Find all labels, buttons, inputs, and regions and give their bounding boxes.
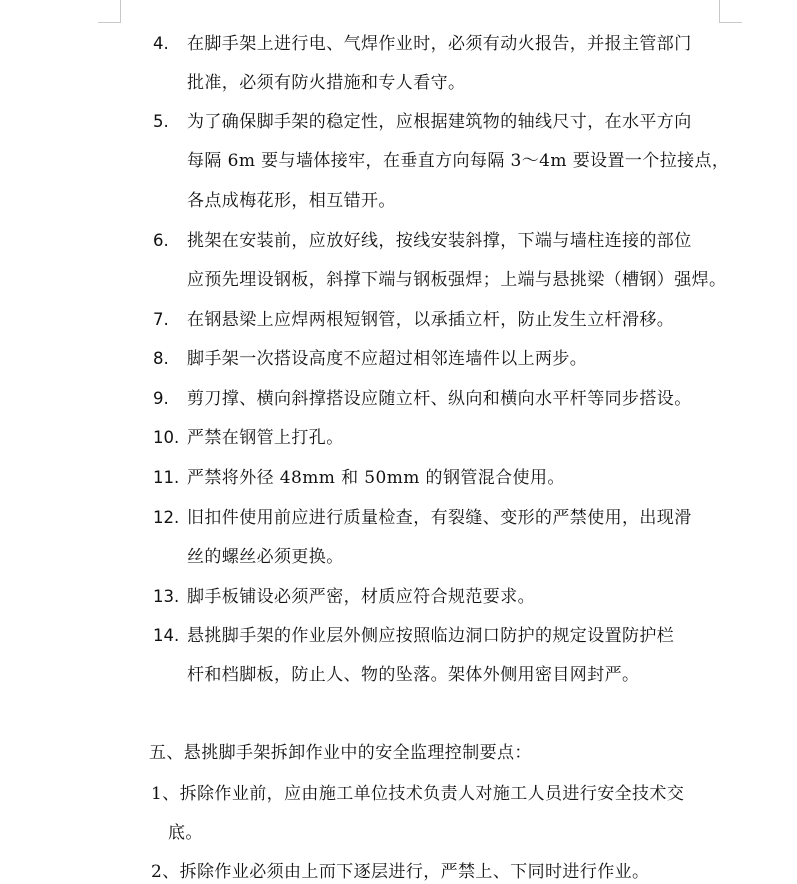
list-item-number: 10. <box>153 428 180 447</box>
list-item-text: 丝的螺丝必须更换。 <box>187 547 344 567</box>
list-item-text: 剪刀撑、横向斜撑搭设应随立杆、纵向和横向水平杆等同步搭设。 <box>187 389 692 409</box>
list-item-text: 严禁将外径 48mm 和 50mm 的钢管混合使用。 <box>187 468 565 488</box>
section-item-text: 底。 <box>168 823 203 843</box>
list-item-text: 每隔 6m 要与墙体接牢，在垂直方向每隔 3～4m 要设置一个拉接点， <box>187 151 730 171</box>
list-item-number: 5. <box>153 112 169 131</box>
list-item-text: 在钢悬梁上应焊两根短钢管，以承插立杆，防止发生立杆滑移。 <box>187 310 675 330</box>
list-item-text: 各点成梅花形，相互错开。 <box>187 191 396 211</box>
list-item-number: 8. <box>153 349 169 368</box>
section-heading: 五、悬挑脚手架拆卸作业中的安全监理控制要点： <box>149 743 532 763</box>
list-item-number: 14. <box>153 626 180 645</box>
list-item-text: 悬挑脚手架的作业层外侧应按照临边洞口防护的规定设置防护栏 <box>187 626 675 646</box>
list-item-text: 应预先埋设钢板，斜撑下端与钢板强焊；上端与悬挑梁（槽钢）强焊。 <box>187 270 727 290</box>
list-item-text: 旧扣件使用前应进行质量检查，有裂缝、变形的严禁使用，出现滑 <box>187 508 692 528</box>
list-item-text: 为了确保脚手架的稳定性，应根据建筑物的轴线尺寸，在水平方向 <box>187 112 692 132</box>
list-item-text: 在脚手架上进行电、气焊作业时，必须有动火报告，并报主管部门 <box>187 34 692 54</box>
list-item-number: 12. <box>153 508 180 527</box>
list-item-text: 严禁在钢管上打孔。 <box>187 428 344 448</box>
page-corner-mark-right <box>719 0 742 23</box>
list-item-number: 6. <box>153 231 169 250</box>
list-item-text: 杆和档脚板，防止人、物的坠落。架体外侧用密目网封严。 <box>187 665 640 685</box>
list-item-text: 脚手架一次搭设高度不应超过相邻连墙件以上两步。 <box>187 349 588 369</box>
list-item-number: 11. <box>153 468 180 487</box>
list-item-text: 挑架在安装前，应放好线，按线安装斜撑，下端与墙柱连接的部位 <box>187 231 692 251</box>
section-item-text: 2、拆除作业必须由上而下逐层进行，严禁上、下同时进行作业。 <box>151 862 650 882</box>
list-item-number: 7. <box>153 310 169 329</box>
list-item-number: 4. <box>153 34 169 53</box>
list-item-text: 脚手板铺设必须严密，材质应符合规范要求。 <box>187 587 535 607</box>
list-item-number: 9. <box>153 389 169 408</box>
list-item-text: 批准，必须有防火措施和专人看守。 <box>187 73 466 93</box>
section-item-text: 1、拆除作业前，应由施工单位技术负责人对施工人员进行安全技术交 <box>151 784 685 804</box>
page-corner-mark-left <box>98 0 121 23</box>
list-item-number: 13. <box>153 587 180 606</box>
